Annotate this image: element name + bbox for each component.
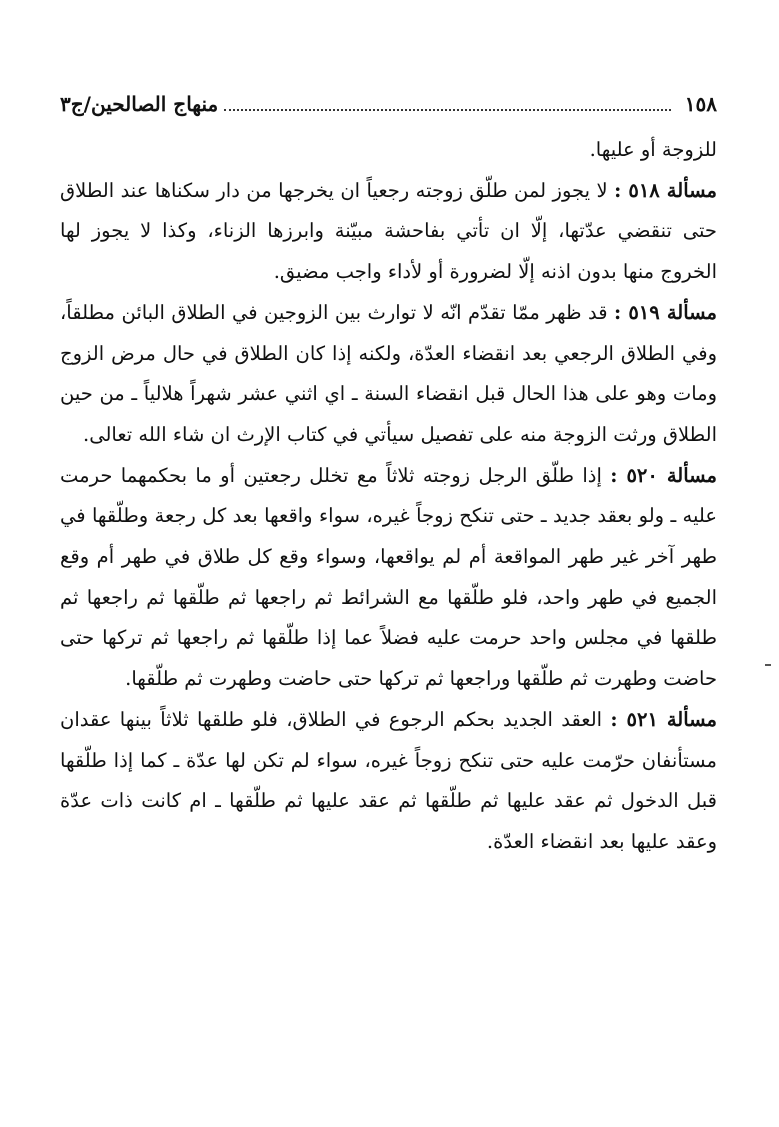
issue-label: مسألة ٥١٩ : bbox=[614, 300, 717, 324]
issue-518 bbox=[60, 171, 717, 293]
issue-label: مسألة ٥٢٠ : bbox=[610, 463, 717, 487]
issue-text: العقد الجديد بحكم الرجوع في الطلاق، فلو طلقها ثلاثاً بينها عقدان مستأنفان حرّمت عليه حتى تنكح زوجاً غيره، سواء لم تكن لها عدّة ـ كما إذا طلّقها قبل الدخول ثم عقد عليها ثم طلّقها ثم عقد عليها ثم طلّقها ـ ام كانت ذات عدّة وعقد عليها بعد انقضاء العدّة. bbox=[60, 707, 717, 853]
paragraph-text: للزوجة أو عليها. bbox=[589, 138, 717, 161]
header-dot-leader bbox=[224, 109, 671, 111]
issue-520 bbox=[60, 456, 717, 700]
issue-text: لا يجوز لمن طلّق زوجته رجعياً ان يخرجها من دار سكناها عند الطلاق حتى تنقضي عدّتها، إلّا ان تأتي بفاحشة مبيّنة وابرزها الزناء، وكذا لا يجوز لها الخروج منها بدون اذنه إلّا لضرورة أو لأداء واجب مضيق. bbox=[60, 178, 717, 284]
issue-label: مسألة ٥١٨ : bbox=[614, 178, 717, 202]
page-body bbox=[60, 130, 717, 863]
page-number: ١٥٨ bbox=[684, 92, 717, 116]
running-header bbox=[60, 92, 717, 130]
issue-text: قد ظهر ممّا تقدّم انّه لا توارث بين الزوجين في الطلاق البائن مطلقاً، وفي الطلاق الرجعي بعد انقضاء العدّة، ولكنه إذا كان الطلاق في حال مرض الزوج ومات وهو على هذا الحال قبل انقضاء السنة ـ اي اثني عشر شهراً هلالياً ـ من حين الطلاق ورثت الزوجة منه على تفصيل سيأتي في كتاب الإرث ان شاء الله تعالى. bbox=[60, 300, 717, 446]
issue-519 bbox=[60, 293, 717, 456]
margin-mark bbox=[765, 664, 771, 666]
issue-521 bbox=[60, 700, 717, 863]
issue-text: إذا طلّق الرجل زوجته ثلاثاً مع تخلل رجعتين أو ما بحكمهما حرمت عليه ـ ولو بعقد جديد ـ حتى تنكح زوجاً غيره، سواء واقعها بعد كل رجعة وطلّقها في طهر آخر غير طهر المواقعة أم لم يواقعها، وسواء وقع كل طلاق في طهر أم وقع الجميع في طهر واحد، فلو طلّقها مع الشرائط ثم راجعها ثم طلّقها ثم راجعها ثم طلقها في مجلس واحد حرمت عليه فضلاً عما إذا طلّقها ثم راجعها ثم تركها حتى حاضت وطهرت ثم طلّقها وراجعها ثم تركها حتى حاضت وطهرت ثم طلّقها. bbox=[60, 463, 717, 691]
issue-label: مسألة ٥٢١ : bbox=[610, 707, 717, 731]
book-title: منهاج الصالحين/ج٣ bbox=[60, 92, 219, 116]
paragraph-continuation bbox=[60, 130, 717, 171]
